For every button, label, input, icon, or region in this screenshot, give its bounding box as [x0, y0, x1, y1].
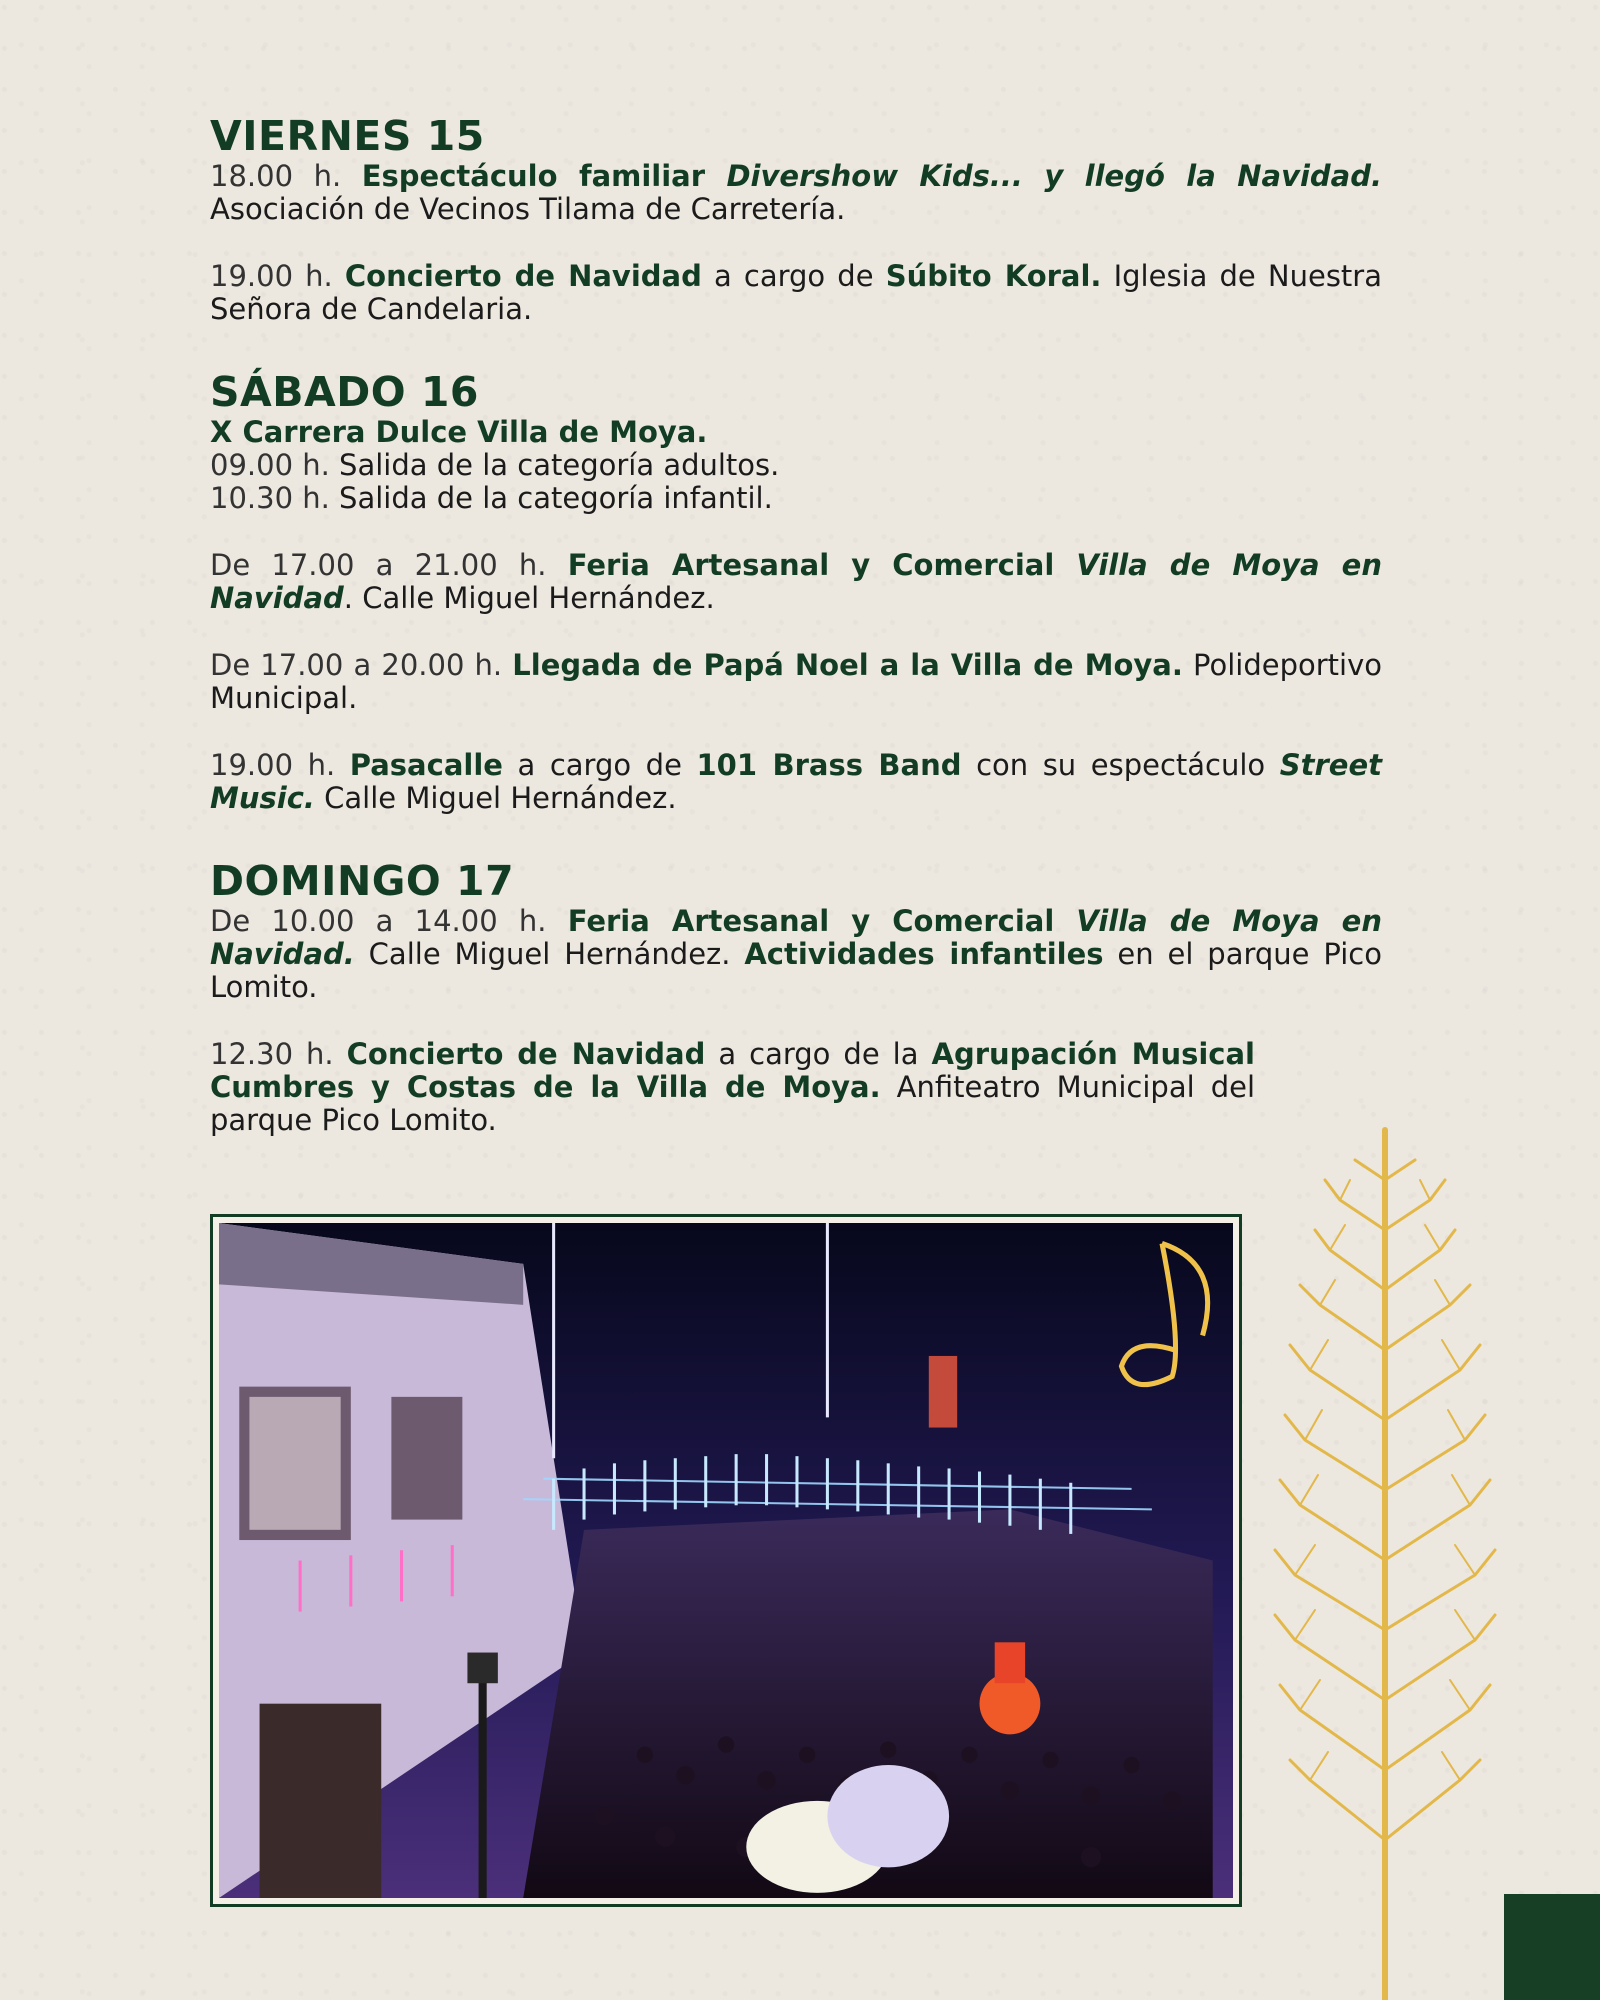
- day-heading-sabado: SÁBADO 16: [210, 368, 479, 416]
- event-divershow: 18.00 h. Espectáculo familiar Divershow Kids... y llegó la Navidad. Asociación de Vecinos Tilama de Carretería.: [210, 159, 1383, 226]
- event-carrera: X Carrera Dulce Villa de Moya. 09.00 h. Salida de la categoría adultos. 10.30 h. Salida de la categoría infantil.: [210, 415, 780, 515]
- event-papa-noel: De 17.00 a 20.00 h. Llegada de Papá Noel a la Villa de Moya. Polideportivo Municipal.: [210, 648, 1382, 715]
- event-feria-sabado: De 17.00 a 21.00 h. Feria Artesanal y Comercial Villa de Moya en Navidad. Calle Miguel Hernández.: [210, 548, 1382, 615]
- day-heading-domingo: DOMINGO 17: [210, 857, 515, 905]
- program-content: [210, 112, 1382, 1137]
- photo-frame: [210, 1214, 1242, 1907]
- event-concierto-agrupacion: 12.30 h. Concierto de Navidad a cargo de la Agrupación Musical Cumbres y Costas de la Villa de Moya. Anfiteatro Municipal del parque Pico Lomito.: [210, 1037, 1256, 1137]
- event-concierto-subito: 19.00 h. Concierto de Navidad a cargo de Súbito Koral. Iglesia de Nuestra Señora de Candelaria.: [210, 259, 1382, 326]
- day-heading-viernes: VIERNES 15: [210, 112, 485, 160]
- golden-tree-icon: [1260, 1120, 1510, 2000]
- street-lights-photo: [219, 1223, 1233, 1898]
- event-feria-domingo: De 10.00 a 14.00 h. Feria Artesanal y Comercial Villa de Moya en Navidad. Calle Miguel Hernández. Actividades infantiles en el parque Pico Lomito.: [210, 904, 1382, 1004]
- corner-decoration: [1504, 1894, 1600, 2000]
- photo-illustration: [219, 1223, 1233, 1898]
- event-pasacalle: 19.00 h. Pasacalle a cargo de 101 Brass Band con su espectáculo Street Music. Calle Miguel Hernández.: [210, 748, 1382, 815]
